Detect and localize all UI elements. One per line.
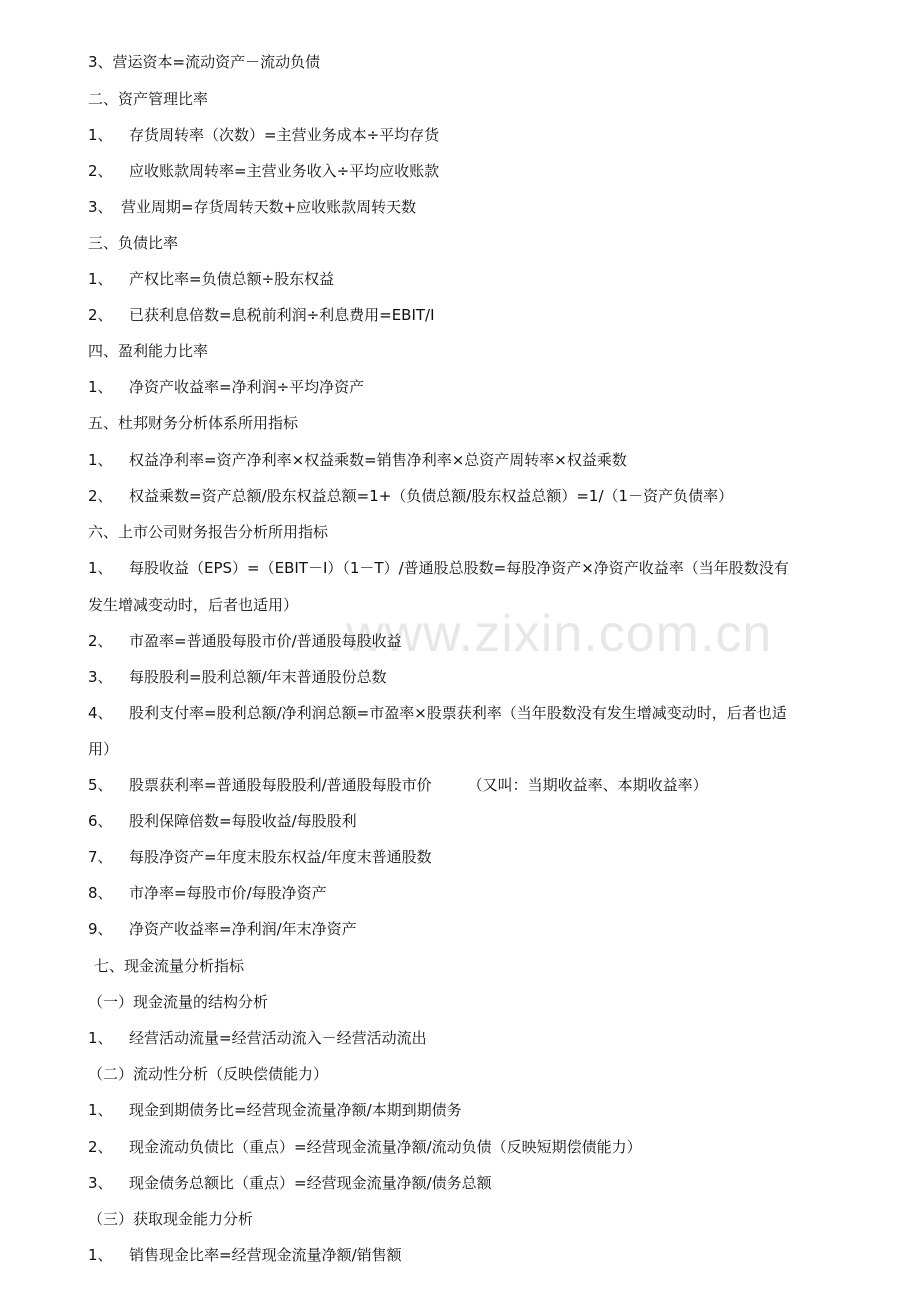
item-number: 1、 [88, 270, 113, 288]
list-item [88, 558, 789, 578]
payout-ratio-formula-continued: 用） [88, 740, 119, 758]
item-number: 1、 [88, 559, 113, 577]
working-capital-formula: 3、营运资本=流动资产－流动负债 [88, 53, 321, 71]
subsection-heading-liquidity: （二）流动性分析（反映偿债能力） [88, 1065, 329, 1083]
item-number: 1、 [88, 1246, 113, 1264]
section-heading-listed-company: 六、上市公司财务报告分析所用指标 [88, 523, 329, 541]
list-item [88, 486, 733, 506]
item-number: 2、 [88, 1138, 113, 1156]
equity-net-profit-formula: 权益净利率=资产净利率×权益乘数=销售净利率×总资产周转率×权益乘数 [129, 451, 627, 469]
list-item [88, 811, 357, 831]
list-item [88, 1245, 402, 1265]
item-number: 1、 [88, 1029, 113, 1047]
equity-multiplier-formula: 权益乘数=资产总额/股东权益总额=1+（负债总额/股东权益总额）=1/（1－资产负债率） [129, 487, 734, 505]
subsection-heading-structure: （一）现金流量的结构分析 [88, 993, 269, 1011]
interest-coverage-formula: 已获利息倍数=息税前利润÷利息费用=EBIT/I [129, 306, 435, 324]
list-item [88, 1028, 427, 1048]
roe-formula: 净资产收益率=净利润÷平均净资产 [129, 378, 365, 396]
watermark: www.zixin.com.cn [346, 605, 773, 663]
item-number: 8、 [88, 884, 113, 902]
section-heading-debt-ratio: 三、负债比率 [88, 234, 179, 252]
item-number: 7、 [88, 848, 113, 866]
book-value-per-share-formula: 每股净资产=年度末股东权益/年度末普通股数 [129, 848, 432, 866]
list-item [88, 197, 416, 217]
list-item [88, 883, 327, 903]
equity-ratio-formula: 产权比率=负债总额÷股东权益 [129, 270, 335, 288]
section-heading-cash-flow: 七、现金流量分析指标 [94, 957, 245, 975]
sales-cash-ratio-formula: 销售现金比率=经营现金流量净额/销售额 [129, 1246, 402, 1264]
cash-total-debt-formula: 现金债务总额比（重点）=经营现金流量净额/债务总额 [129, 1174, 492, 1192]
list-item [88, 667, 387, 687]
list-item [88, 125, 439, 145]
item-number: 2、 [88, 487, 113, 505]
eps-formula: 每股收益（EPS）=（EBIT－I）（1－T）/普通股总股数=每股净资产×净资产收益率（当年股数没有 [129, 559, 789, 577]
item-number: 2、 [88, 162, 113, 180]
item-number: 4、 [88, 704, 113, 722]
receivables-turnover-formula: 应收账款周转率=主营业务收入÷平均应收账款 [129, 162, 440, 180]
item-number: 2、 [88, 306, 113, 324]
dividend-yield-formula: 股票获利率=普通股每股股利/普通股每股市价 [129, 776, 432, 794]
list-item [88, 305, 435, 325]
item-number: 3、 [88, 668, 113, 686]
payout-ratio-formula: 股利支付率=股利总额/净利润总额=市盈率×股票获利率（当年股数没有发生增减变动时，后者也适 [129, 704, 787, 722]
list-item [88, 1173, 492, 1193]
list-item [88, 775, 708, 795]
item-number: 1、 [88, 378, 113, 396]
inventory-turnover-formula: 存货周转率（次数）=主营业务成本÷平均存货 [129, 126, 440, 144]
list-item [88, 1137, 642, 1157]
list-item [88, 450, 627, 470]
eps-formula-continued: 发生增减变动时，后者也适用） [88, 596, 299, 614]
dividend-yield-note: （又叫：当期收益率、本期收益率） [467, 776, 708, 794]
list-item [88, 919, 357, 939]
item-number: 1、 [88, 126, 113, 144]
section-heading-asset-management: 二、资产管理比率 [88, 90, 209, 108]
list-item [88, 161, 439, 181]
dividend-coverage-formula: 股利保障倍数=每股收益/每股股利 [129, 812, 357, 830]
item-number: 2、 [88, 632, 113, 650]
item-number: 9、 [88, 920, 113, 938]
item-number: 1、 [88, 1101, 113, 1119]
cash-to-maturing-debt-formula: 现金到期债务比=经营现金流量净额/本期到期债务 [129, 1101, 462, 1119]
pe-ratio-formula: 市盈率=普通股每股市价/普通股每股收益 [129, 632, 402, 650]
list-item [88, 703, 787, 723]
operating-cycle-formula: 营业周期=存货周转天数+应收账款周转天数 [121, 198, 417, 216]
roe-year-end-formula: 净资产收益率=净利润/年末净资产 [129, 920, 357, 938]
item-number: 1、 [88, 451, 113, 469]
list-item [88, 631, 402, 651]
dividend-per-share-formula: 每股股利=股利总额/年末普通股份总数 [129, 668, 387, 686]
cash-current-liability-formula: 现金流动负债比（重点）=经营现金流量净额/流动负债（反映短期偿债能力） [129, 1138, 642, 1156]
pb-ratio-formula: 市净率=每股市价/每股净资产 [129, 884, 327, 902]
list-item [88, 847, 432, 867]
operating-cash-flow-formula: 经营活动流量=经营活动流入－经营活动流出 [129, 1029, 427, 1047]
item-number: 5、 [88, 776, 113, 794]
list-item [88, 377, 364, 397]
list-item [88, 269, 334, 289]
section-heading-dupont: 五、杜邦财务分析体系所用指标 [88, 414, 299, 432]
subsection-heading-cash-ability: （三）获取现金能力分析 [88, 1210, 254, 1228]
item-number: 3、 [88, 1174, 113, 1192]
section-heading-profitability: 四、盈利能力比率 [88, 342, 209, 360]
list-item [88, 1100, 462, 1120]
item-number: 6、 [88, 812, 113, 830]
item-number: 3、 [88, 198, 113, 216]
